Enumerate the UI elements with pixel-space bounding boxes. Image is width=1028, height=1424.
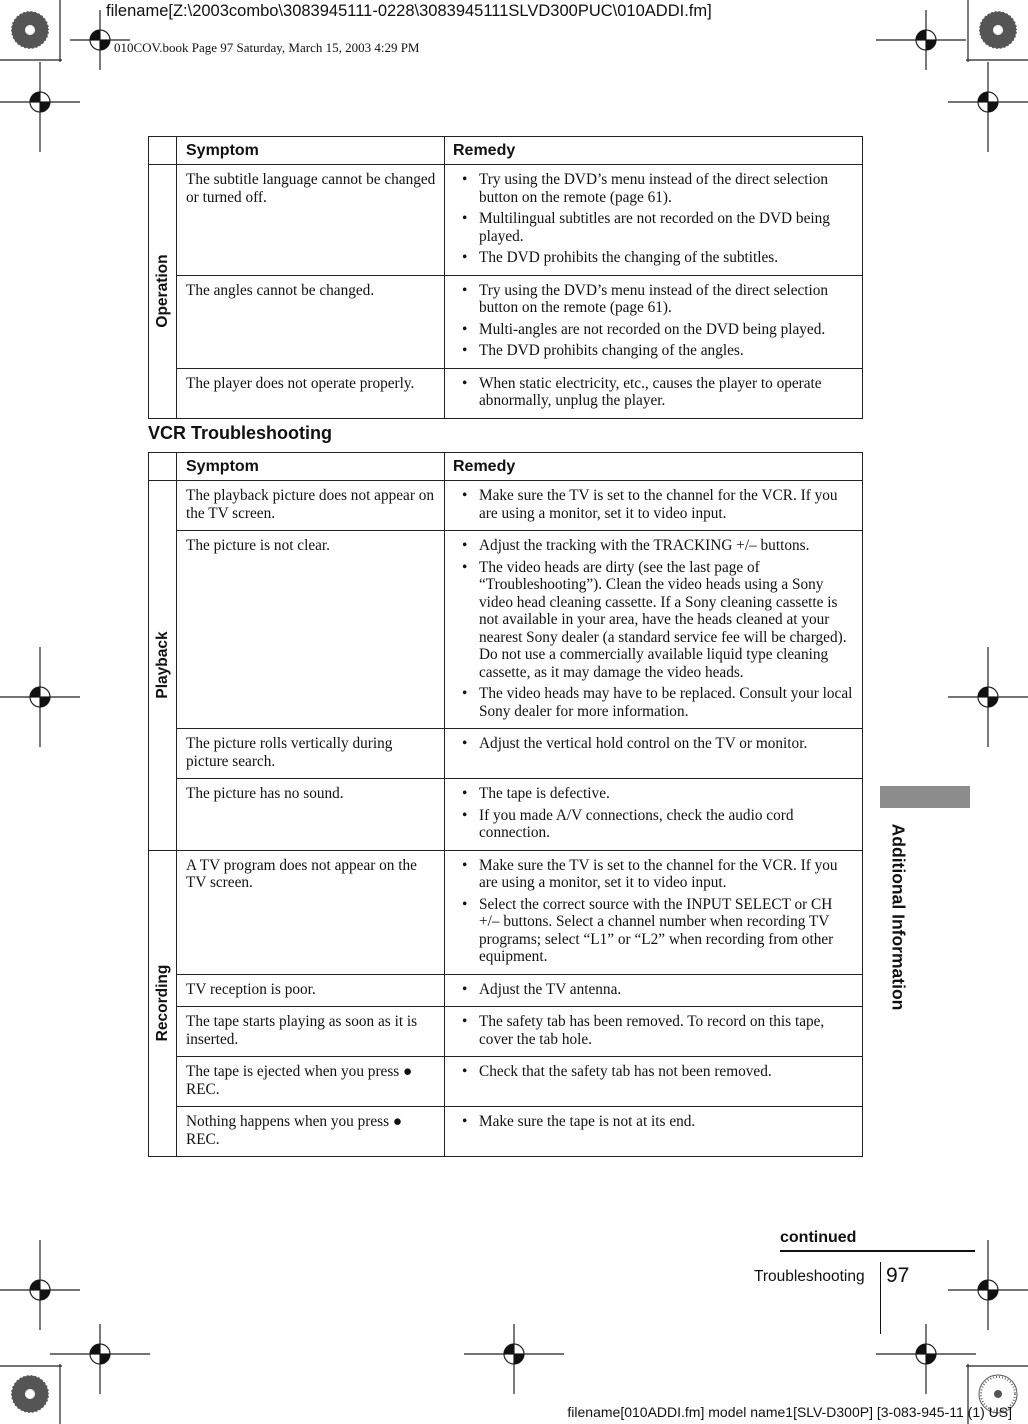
chapter-tab-marker: [880, 786, 970, 808]
table-header-row: [149, 453, 863, 481]
continued-label: continued: [780, 1229, 857, 1246]
footer-filename: filename[010ADDI.fm] model name1[SLV-D300P] [3-083-945-11 (1) US]: [567, 1404, 1012, 1420]
symptom-cell: The picture is not clear.: [177, 531, 445, 729]
remedy-cell: [445, 275, 863, 368]
remedy-item: • Check that the safety tab has not been removed.: [462, 1063, 854, 1081]
symptom-cell: The subtitle language cannot be changed or turned off.: [177, 165, 445, 276]
remedy-header: Remedy: [445, 137, 863, 165]
symptom-cell: The picture has no sound.: [177, 779, 445, 851]
remedy-item: • The safety tab has been removed. To record on this tape, cover the tab hole.: [462, 1013, 854, 1048]
starburst-icon: [11, 1375, 49, 1413]
remedy-item: • Try using the DVD’s menu instead of the direct selection button on the remote (page 61).: [462, 282, 854, 317]
remedy-cell: [445, 850, 863, 974]
symptom-cell: The playback picture does not appear on the TV screen.: [177, 481, 445, 531]
remedy-item: • The DVD prohibits the changing of the subtitles.: [462, 249, 854, 267]
category-cell: [149, 481, 177, 851]
table-row: [149, 1107, 863, 1157]
remedy-item: • Make sure the TV is set to the channel for the VCR. If you are using a monitor, set it to video input.: [462, 857, 854, 892]
symptom-cell: The tape starts playing as soon as it is inserted.: [177, 1007, 445, 1057]
table-row: [149, 1057, 863, 1107]
remedy-item: • The video heads may have to be replaced. Consult your local Sony dealer for more information.: [462, 685, 854, 720]
operation-troubleshooting-table: [148, 136, 863, 419]
table-row: [149, 531, 863, 729]
symptom-cell: TV reception is poor.: [177, 974, 445, 1007]
table-row: [149, 729, 863, 779]
category-header-cell: [149, 453, 177, 481]
remedy-cell: [445, 481, 863, 531]
section-title: VCR Troubleshooting: [148, 423, 332, 443]
category-label-operation: Operation: [153, 254, 171, 328]
remedy-item: • The DVD prohibits changing of the angles.: [462, 342, 854, 360]
remedy-cell: [445, 1107, 863, 1157]
symptom-cell: The picture rolls vertically during picture search.: [177, 729, 445, 779]
remedy-item: • If you made A/V connections, check the audio cord connection.: [462, 807, 854, 842]
remedy-item: • Make sure the TV is set to the channel for the VCR. If you are using a monitor, set it to video input.: [462, 487, 854, 522]
remedy-cell: [445, 1057, 863, 1107]
remedy-item: • Select the correct source with the INPUT SELECT or CH +/– buttons. Select a channel number when recording TV programs; select “L1” or “L2” when recording from other equipment.: [462, 896, 854, 966]
remedy-item: • Make sure the tape is not at its end.: [462, 1113, 854, 1131]
remedy-item: • Adjust the TV antenna.: [462, 981, 854, 999]
category-cell: [149, 165, 177, 419]
remedy-item: • The tape is defective.: [462, 785, 854, 803]
page-number: 97: [886, 1264, 910, 1287]
table-row: [149, 850, 863, 974]
footer-divider: [880, 1262, 881, 1334]
category-cell: [149, 850, 177, 1157]
remedy-item: • When static electricity, etc., causes the player to operate abnormally, unplug the player.: [462, 375, 854, 410]
table-row: [149, 275, 863, 368]
remedy-item: • Adjust the vertical hold control on the TV or monitor.: [462, 735, 854, 753]
table-row: [149, 779, 863, 851]
remedy-item: • The video heads are dirty (see the last page of “Troubleshooting”). Clean the video heads using a Sony video head cleaning cassette. If a Sony cleaning cassette is not available in your area, have the heads cleaned at your nearest Sony dealer (a standard service fee will be charged). Do not use a commercially available liquid type cleaning cassette, as it may damage the video heads.: [462, 559, 854, 682]
starburst-icon: [11, 11, 49, 49]
table-row: [149, 368, 863, 418]
symptom-cell: The angles cannot be changed.: [177, 275, 445, 368]
header-book-info: 010COV.book Page 97 Saturday, March 15, 2003 4:29 PM: [114, 40, 420, 55]
table-row: [149, 1007, 863, 1057]
remedy-item: • Multilingual subtitles are not recorded on the DVD being played.: [462, 210, 854, 245]
table-row: [149, 481, 863, 531]
remedy-item: • Adjust the tracking with the TRACKING +/– buttons.: [462, 537, 854, 555]
chapter-tab-label: Additional Information: [888, 823, 909, 1011]
symptom-header: Symptom: [177, 137, 445, 165]
remedy-cell: [445, 974, 863, 1007]
starburst-icon: [979, 11, 1017, 49]
header-filename: filename[Z:\2003combo\3083945111-0228\3083945111SLVD300PUC\010ADDI.fm]: [106, 2, 712, 20]
symptom-cell: The tape is ejected when you press ● REC.: [177, 1057, 445, 1107]
remedy-header: Remedy: [445, 453, 863, 481]
symptom-cell: The player does not operate properly.: [177, 368, 445, 418]
remedy-item: • Multi-angles are not recorded on the DVD being played.: [462, 321, 854, 339]
remedy-cell: [445, 729, 863, 779]
symptom-cell: A TV program does not appear on the TV screen.: [177, 850, 445, 974]
remedy-item: • Try using the DVD’s menu instead of the direct selection button on the remote (page 61).: [462, 171, 854, 206]
symptom-cell: Nothing happens when you press ● REC.: [177, 1107, 445, 1157]
category-label-recording: Recording: [153, 964, 171, 1042]
category-label-playback: Playback: [153, 631, 171, 699]
remedy-cell: [445, 368, 863, 418]
remedy-cell: [445, 1007, 863, 1057]
symptom-header: Symptom: [177, 453, 445, 481]
remedy-cell: [445, 165, 863, 276]
table-row: [149, 974, 863, 1007]
table-header-row: [149, 137, 863, 165]
vcr-troubleshooting-table: [148, 452, 863, 1157]
table-row: [149, 165, 863, 276]
remedy-cell: [445, 779, 863, 851]
crosshair-icon: [0, 647, 80, 747]
crosshair-icon: [948, 647, 1028, 747]
remedy-cell: [445, 531, 863, 729]
category-header-cell: [149, 137, 177, 165]
continued-rule: [780, 1250, 975, 1252]
footer-section-name: Troubleshooting: [754, 1268, 865, 1285]
